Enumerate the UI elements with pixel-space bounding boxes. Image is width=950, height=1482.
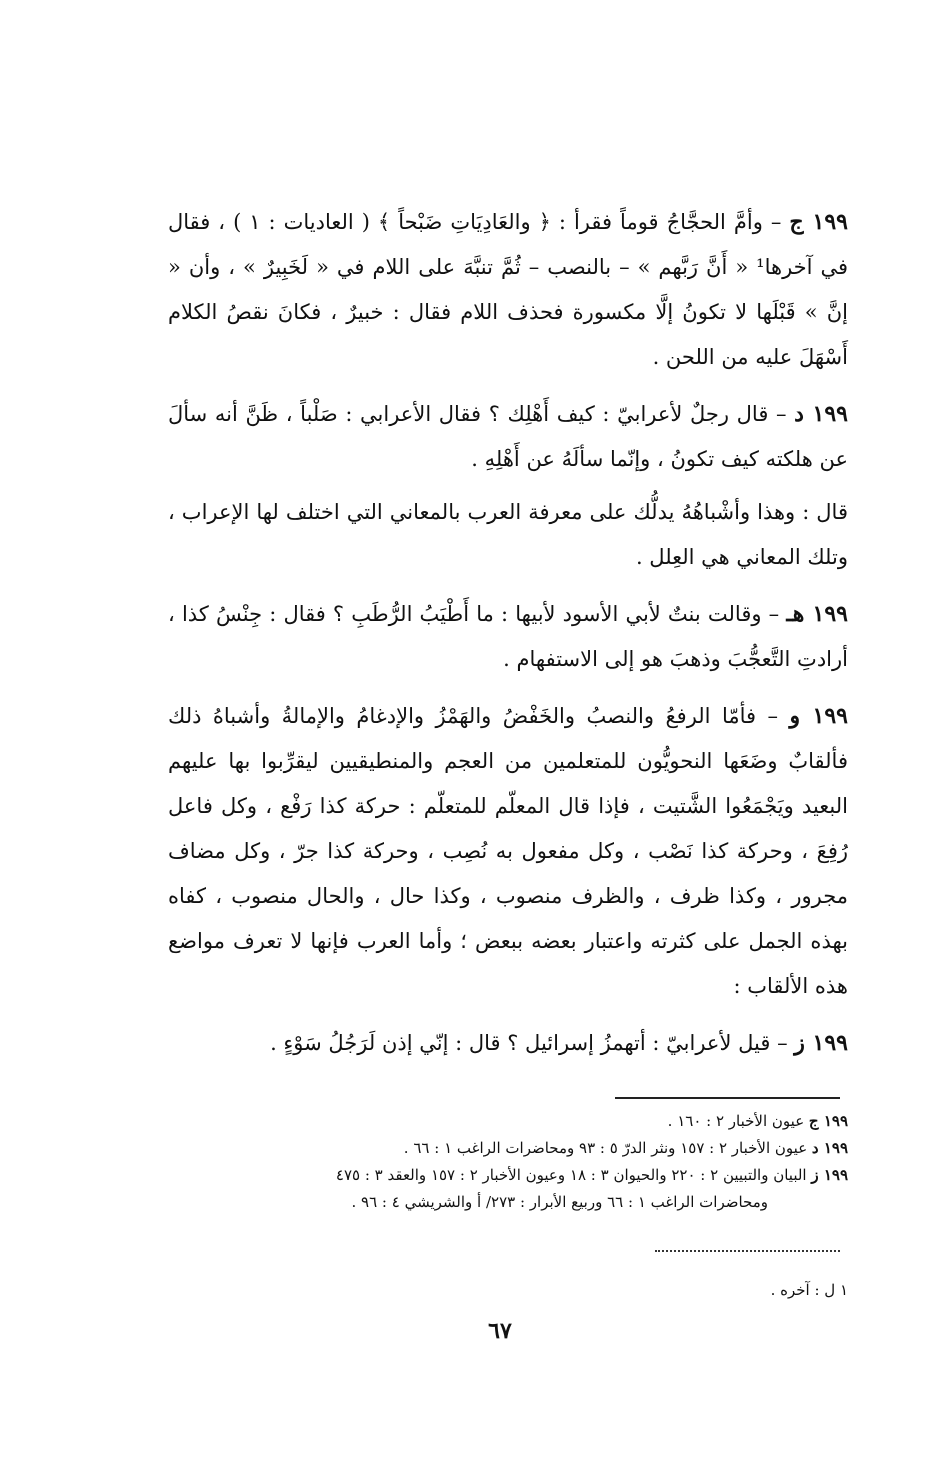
page-number: ٦٧ [488,1318,512,1344]
entry-199-dal [168,392,848,580]
footnote-divider [615,1097,840,1099]
footnote-text: عيون الأخبار ٢ : ١٥٧ ونثر الدرّ ٥ : ٩٣ ومحاضرات الراغب ١ : ٦٦ . [403,1139,812,1157]
footnote-text: البيان والتبيين ٢ : ٢٢٠ والحيوان ٣ : ١٨ وعيون الأخبار ٢ : ١٥٧ والعقد ٣ : ٤٧٥ [335,1166,812,1184]
textual-notes [600,1262,848,1318]
note-text: ل : آخره . [770,1281,840,1299]
entry-text: – فأمّا الرفعُ والنصبُ والخَفْضُ والهَمْزُ والإدغامُ والإمالةُ وأشباهُ ذلك فألقابٌ وضَعَها النحويُّون للمتعلمين من العجم والمنطيقيين ليقرِّبوا بها عليهم البعيد ويَجْمَعُوا الشَّتيت ، فإذا قال المعلّم للمتعلّم : حركة كذا رَفْع ، وكل فاعل رُفِعَ ، وحركة كذا نَصْب ، وكل مفعول به نُصِب ، وحركة كذا جرّ ، وكل مضاف مجرور ، وكذا ظرف ، والظرف منصوب ، وكذا حال ، والحال منصوب ، كفاه بهذه الجمل على كثرته واعتبار بعضه ببعض ؛ وأما العرب فإنها لا تعرف مواضع هذه الألقاب : [168,704,848,998]
footnote-ref: ١٩٩ ز [811,1166,848,1184]
entry-text: – قيل لأعرابيّ : أتهمزُ إسرائيل ؟ قال : إنّي إذن لَرَجُلُ سَوْءٍ . [270,1031,795,1055]
entry-number: ١٩٩ ج [789,209,848,235]
entry-number: ١٩٩ د [794,401,848,427]
footnote [160,1135,848,1162]
notes-divider [655,1250,840,1252]
footnote-ref: ١٩٩ د [811,1139,848,1157]
footnotes [160,1108,848,1216]
entry-199-waw [168,694,848,1009]
entry-199-jim [168,200,848,380]
entry-text: – وأمَّ الحجَّاجُ قوماً فقرأ : ﴿ والعَادِيَاتِ ضَبْحاً ﴾ ( العاديات : ١ ) ، فقال في آخرها¹ « أَنَّ رَبَّهم » – بالنصب – ثُمَّ تنبَّهَ على اللام في « لَخَبِيرٌ » ، وأن « إنَّ » قَبْلَها لا تكونُ إلَّا مكسورة فحذف اللام فقال : خبيرٌ ، فكانَ نقصُ الكلام أَسْهَلَ عليه من اللحن . [168,210,849,369]
entry-199-ha [168,592,848,682]
entry-text: – قال رجلٌ لأعرابيّ : كيف أَهْلِك ؟ فقال الأعرابي : صَلْباً ، ظَنَّ أنه سألَ عن هلكته كيف تكونُ ، وإنّما سألَهُ عن أَهْلِهِ . [168,402,848,471]
footnote [160,1108,848,1135]
footnote-continuation [160,1189,848,1216]
entry-text: – وقالت بنتٌ لأبي الأسود لأبيها : ما أَطْيَبُ الرُّطَبِ ؟ فقال : جِنْسُ كذا ، أرادتِ التَّعجُّبَ وذهبَ هو إلى الاستفهام . [168,602,848,671]
note [600,1277,848,1303]
entry-number: ١٩٩ هـ [786,601,848,627]
footnote [160,1162,848,1189]
main-text [168,200,848,1078]
entry-number: ١٩٩ و [789,703,848,729]
footnote-ref: ١٩٩ ج [808,1112,848,1130]
entry-199-zay [168,1021,848,1066]
entry-number: ١٩٩ ز [794,1030,848,1056]
footnote-text: عيون الأخبار ٢ : ١٦٠ . [667,1112,809,1130]
footnote-text: ومحاضرات الراغب ١ : ٦٦ وربيع الأبرار : ٢٧٣/ أ والشريشي ٤ : ٩٦ . [351,1193,768,1211]
note-ref: ١ [839,1281,848,1299]
entry-continuation: قال : وهذا وأشْباهُهُ يدلُّك على معرفة العرب بالمعاني التي اختلف لها الإعراب ، وتلك المعاني هي العِلل . [168,500,848,569]
